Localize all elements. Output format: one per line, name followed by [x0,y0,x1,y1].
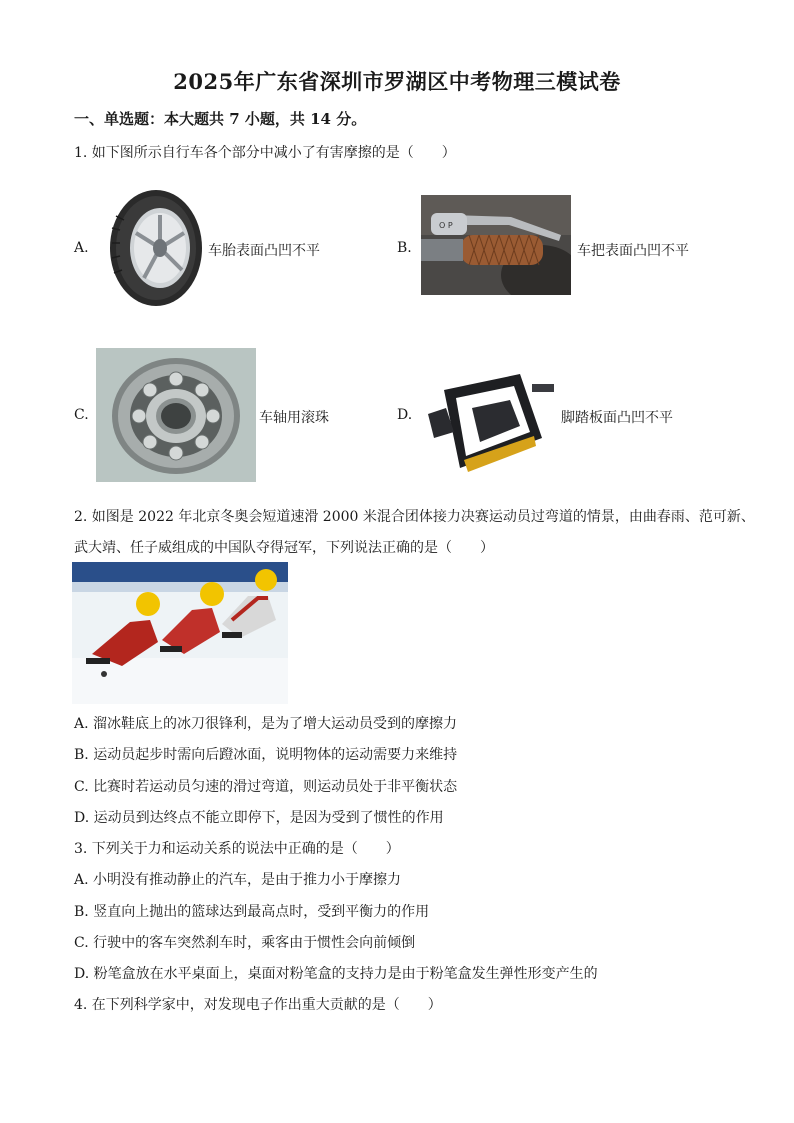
question-3-stem: 3. 下列关于力和运动关系的说法中正确的是（ ） [74,841,400,857]
q1-option-c-letter: C. [74,407,89,423]
speed-skating-photo [72,562,288,704]
question-2-option-c: C. 比赛时若运动员匀速的滑过弯道，则运动员处于非平衡状态 [74,779,458,795]
q1-option-a-letter: A. [74,240,89,256]
q1-option-b-text: 车把表面凸凹不平 [577,243,689,259]
page-title: 2025年广东省深圳市罗湖区中考物理三模试卷 [173,69,621,94]
q1-option-d-text: 脚踏板面凸凹不平 [561,410,673,426]
question-2-stem-line-1: 2. 如图是 2022 年北京冬奥会短道速滑 2000 米混合团体接力决赛运动员过弯道的情景，由曲春雨、范可新、 [74,509,755,525]
question-3-option-c: C. 行驶中的客车突然刹车时，乘客由于惯性会向前倾倒 [74,935,416,951]
question-4-stem: 4. 在下列科学家中，对发现电子作出重大贡献的是（ ） [74,997,442,1013]
q1-option-a-text: 车胎表面凸凹不平 [208,243,320,259]
question-2-stem-line-2: 武大靖、任子威组成的中国队夺得冠军，下列说法正确的是（ ） [74,540,494,556]
question-1-stem: 1. 如下图所示自行车各个部分中减小了有害摩擦的是（ ） [74,145,456,161]
question-2-option-b: B. 运动员起步时需向后蹬冰面，说明物体的运动需要力来维持 [74,747,458,763]
question-3-option-b: B. 竖直向上抛出的篮球达到最高点时，受到平衡力的作用 [74,904,430,920]
question-2-option-a: A. 溜冰鞋底上的冰刀很锋利，是为了增大运动员受到的摩擦力 [74,716,458,732]
ball-bearing-image [96,348,256,482]
q1-option-b-letter: B. [397,240,412,256]
question-3-option-a: A. 小明没有推动静止的汽车，是由于推力小于摩擦力 [74,872,402,888]
svg-text:O P: O P [439,221,453,230]
q1-option-c-text: 车轴用滚珠 [259,410,329,426]
handlebar-grip-image [421,195,571,295]
question-3-option-d: D. 粉笔盒放在水平桌面上，桌面对粉笔盒的支持力是由于粉笔盒发生弹性形变产生的 [74,966,598,982]
question-2-option-d: D. 运动员到达终点不能立即停下，是因为受到了惯性的作用 [74,810,444,826]
section-heading: 一、单选题：本大题共 7 小题，共 14 分。 [74,110,367,128]
pedal-image [424,368,556,480]
tire-image [100,188,204,308]
q1-option-d-letter: D. [397,407,413,423]
